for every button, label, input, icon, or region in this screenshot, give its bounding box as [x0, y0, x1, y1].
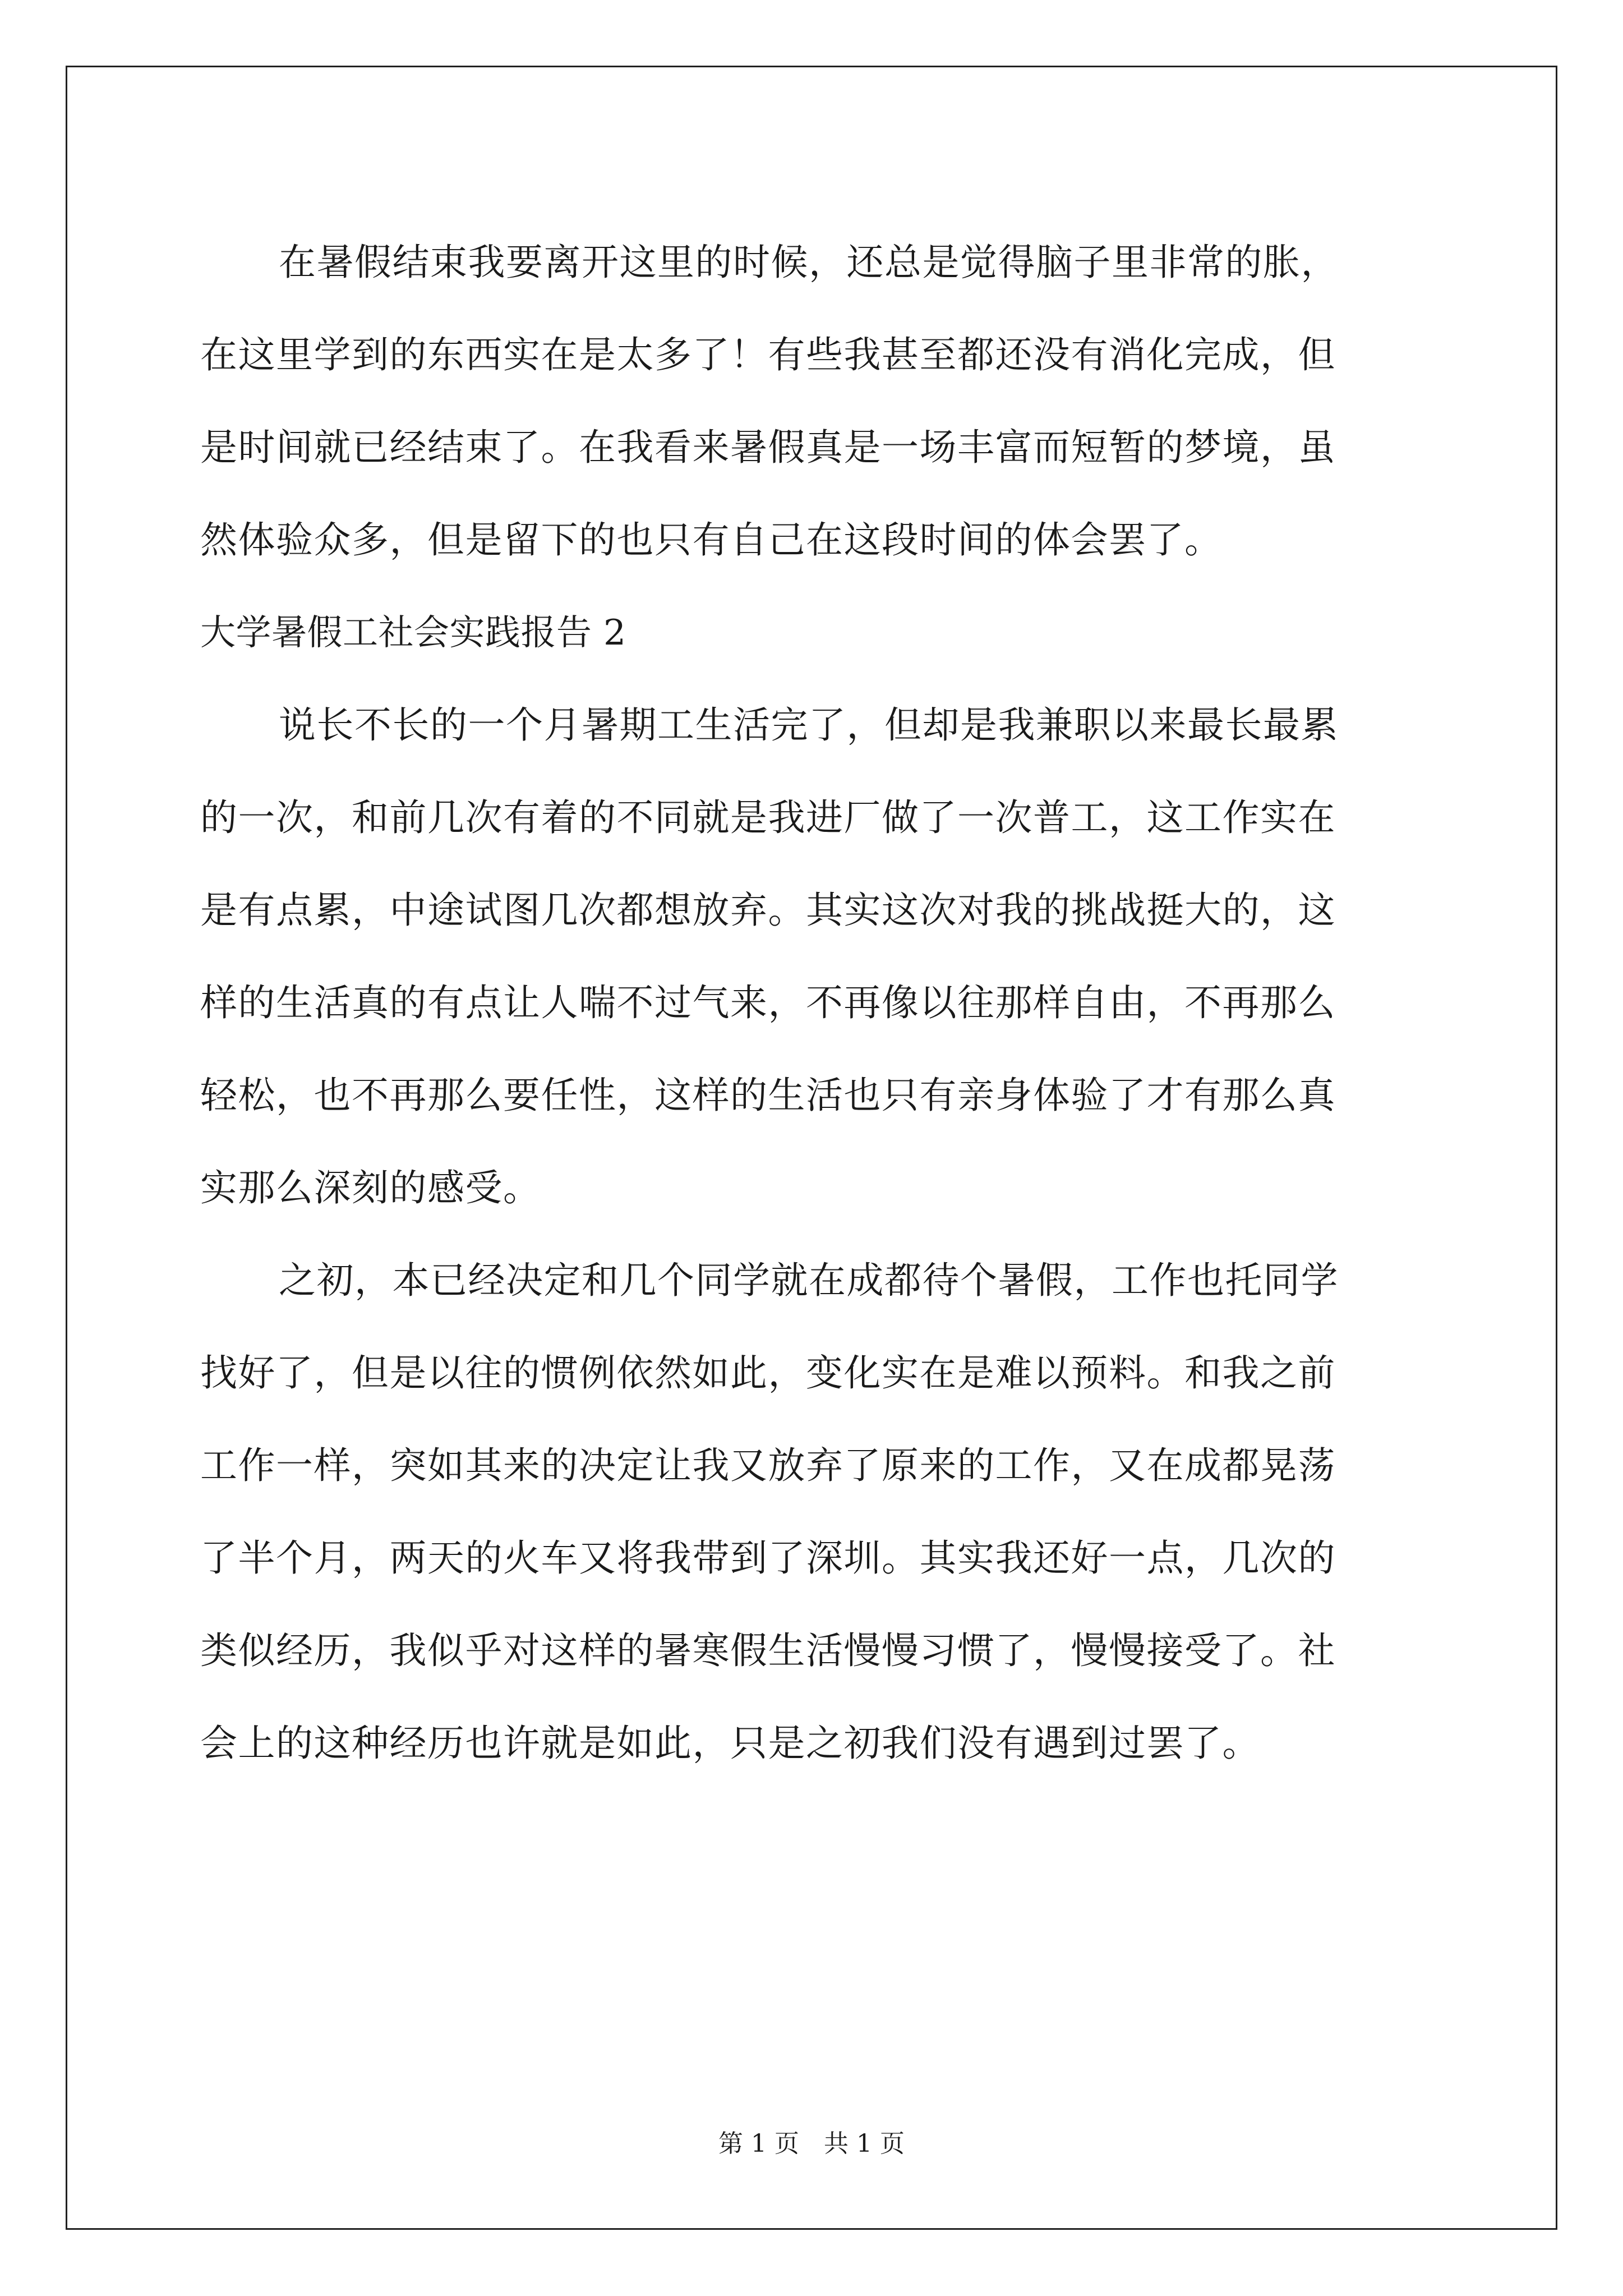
- paragraph-line: 轻松，也不再那么要任性，这样的生活也只有亲身体验了才有那么真: [200, 1074, 1336, 1117]
- paragraph-line: 是时间就已经结束了。在我看来暑假真是一场丰富而短暂的梦境，虽: [200, 426, 1336, 469]
- paragraph-line: 的一次，和前几次有着的不同就是我进厂做了一次普工，这工作实在: [200, 796, 1336, 839]
- paragraph-line: 工作一样，突如其来的决定让我又放弃了原来的工作，又在成都晃荡: [200, 1444, 1336, 1487]
- paragraph-line: 找好了，但是以往的惯例依然如此，变化实在是难以预料。和我之前: [200, 1351, 1336, 1395]
- paragraph-line: 类似经历，我似乎对这样的暑寒假生活慢慢习惯了，慢慢接受了。社: [200, 1629, 1336, 1672]
- paragraph-2: [200, 679, 1434, 1234]
- paragraph-line: 样的生活真的有点让人喘不过气来，不再像以往那样自由，不再那么: [200, 981, 1336, 1024]
- paragraph-line: 了半个月，两天的火车又将我带到了深圳。其实我还好一点，几次的: [200, 1536, 1336, 1580]
- page-number-footer: 第 1 页 共 1 页: [718, 2129, 905, 2158]
- paragraph-1: [200, 216, 1434, 586]
- paragraph-line: 然体验众多，但是留下的也只有自己在这段时间的体会罢了。: [200, 518, 1223, 562]
- paragraph-line: 实那么深刻的感受。: [200, 1166, 541, 1209]
- section-heading: 大学暑假工社会实践报告 2: [200, 612, 626, 653]
- paragraph-line: 之初，本已经决定和几个同学就在成都待个暑假，工作也托同学: [279, 1259, 1339, 1302]
- paragraph-3: [200, 1234, 1434, 1789]
- paragraph-line: 在暑假结束我要离开这里的时候，还总是觉得脑子里非常的胀，: [279, 241, 1339, 284]
- paragraph-line: 说长不长的一个月暑期工生活完了，但却是我兼职以来最长最累: [279, 703, 1339, 747]
- paragraph-line: 在这里学到的东西实在是太多了！有些我甚至都还没有消化完成，但: [200, 333, 1336, 376]
- document-body: [200, 216, 1434, 1789]
- paragraph-line: 是有点累，中途试图几次都想放弃。其实这次对我的挑战挺大的，这: [200, 889, 1336, 932]
- paragraph-line: 会上的这种经历也许就是如此，只是之初我们没有遇到过罢了。: [200, 1722, 1260, 1765]
